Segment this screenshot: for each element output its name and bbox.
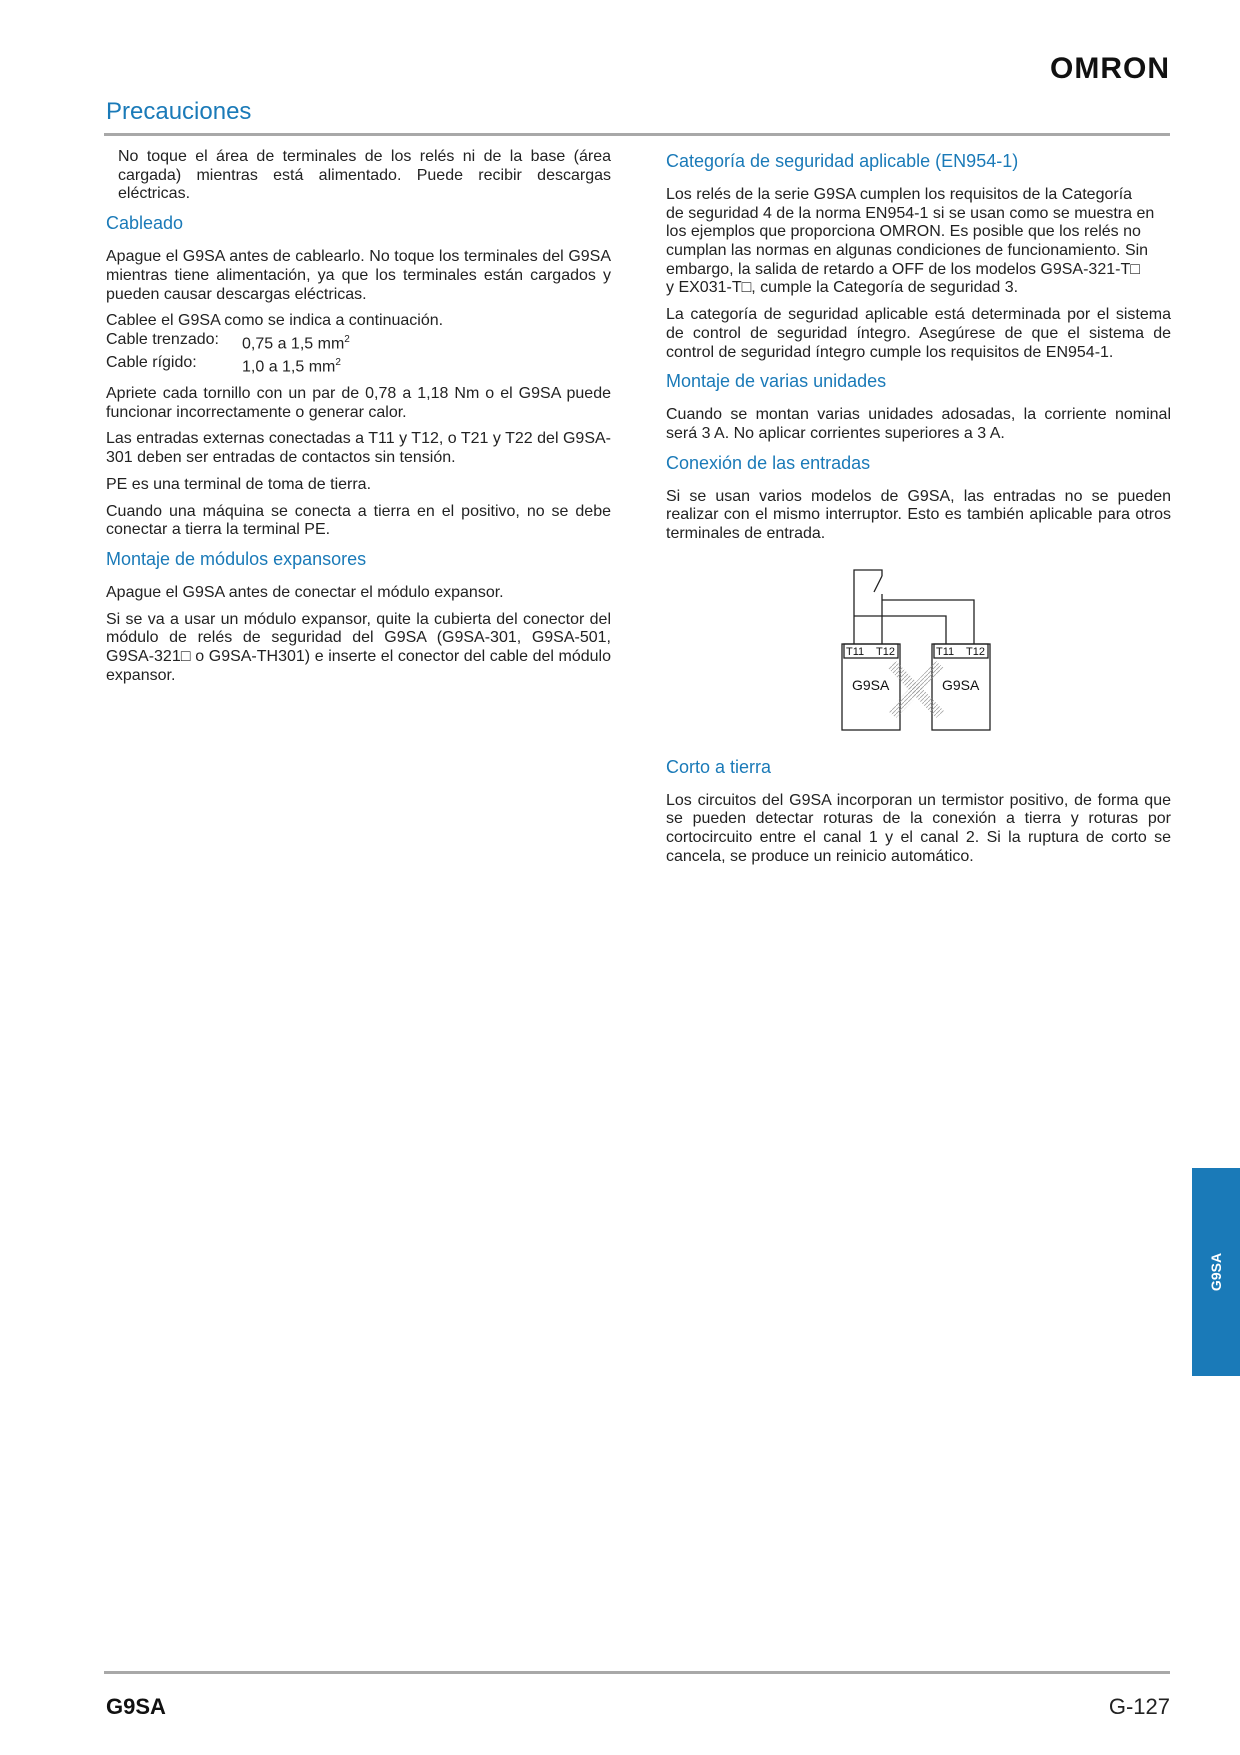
heading-expansores: Montaje de módulos expansores xyxy=(106,548,367,569)
varias-p1: Cuando se montan varias unidades adosadas, la corriente nominal será 3 A. No aplicar corrientes superiores a 3 A. xyxy=(666,406,1171,442)
terminal-t12-left: T12 xyxy=(876,645,895,658)
side-tab-label: G9SA xyxy=(1208,1252,1224,1292)
categoria-p2: La categoría de seguridad aplicable está determinada por el sistema de control de seguridad íntegro. Asegúrese de que el sistema de control de seguridad íntegro cumple los requisitos de EN954-1. xyxy=(666,306,1171,361)
heading-entradas: Conexión de las entradas xyxy=(666,452,871,473)
terminal-t11-left: T11 xyxy=(846,645,865,658)
input-wiring-diagram xyxy=(666,566,1171,740)
omron-logo xyxy=(1000,50,1170,84)
spec-row-stranded xyxy=(106,331,611,354)
title-divider xyxy=(104,133,1170,136)
entradas-p1: Si se usan varios modelos de G9SA, las entradas no se pueden realizar con el mismo interruptor. Esto es también aplicable para otros terminales de entrada. xyxy=(666,487,1171,543)
side-tab xyxy=(1192,1168,1240,1376)
cableado-p1: Apague el G9SA antes de cablearlo. No toque los terminales del G9SA mientras tiene alimentación, ya que los terminales están cargados y pueden causar descargas eléctricas. xyxy=(106,248,611,303)
cableado-p6: Cuando una máquina se conecta a tierra en el positivo, no se debe conectar a tierra la terminal PE. xyxy=(106,502,611,539)
expansores-p1: Apague el G9SA antes de conectar el módulo expansor. xyxy=(106,583,504,601)
left-column xyxy=(106,148,611,693)
spec-row-solid xyxy=(106,354,611,377)
intro-warning: No toque el área de terminales de los relés ni de la base (área cargada) mientras está alimentado. Puede recibir descargas eléctricas. xyxy=(118,148,611,203)
page-title: Precauciones xyxy=(106,98,252,125)
terminal-t12-right: T12 xyxy=(966,645,985,658)
spec-value: 0,75 a 1,5 $mm^2$ xyxy=(242,333,350,353)
footer-product: G9SA xyxy=(106,1694,166,1719)
footer-divider xyxy=(104,1671,1170,1674)
cableado-p4: Las entradas externas conectadas a T11 y T12, o T21 y T22 del G9SA-301 deben ser entradas de contactos sin tensión. xyxy=(106,430,611,467)
cable-spec-intro: Cablee el G9SA como se indica a continuación. xyxy=(106,312,444,330)
spec-label: Cable rígido: xyxy=(106,353,197,371)
spec-value: 1,0 a 1,5 $mm^2$ xyxy=(242,356,341,376)
logo-text: OMRON xyxy=(1050,52,1170,84)
cableado-p5: PE es una terminal de toma de tierra. xyxy=(106,475,372,493)
expansores-p2: Si se va a usar un módulo expansor, quite la cubierta del conector del módulo de relés de seguridad del G9SA (G9SA-301, G9SA-501, G9SA-321□ o G9SA-TH301) e inserte el conector del cable del módulo expansor. xyxy=(106,610,611,684)
heading-varias: Montaje de varias unidades xyxy=(666,371,887,392)
spec-label: Cable trenzado: xyxy=(106,330,219,348)
heading-corto: Corto a tierra xyxy=(666,756,772,777)
cable-spec-block xyxy=(106,312,611,377)
heading-cableado: Cableado xyxy=(106,213,184,234)
categoria-p1: Los relés de la serie G9SA cumplen los requisitos de la Categoría de seguridad 4 de la norma EN954-1 si se usan como se muestra en los ejemplos que proporciona OMRON. Es posible que los relés no cumplan las normas en algunas condiciones de funcionamiento. Sin embargo, la salida de retardo a OFF de los modelos G9SA-321-T□ y EX031-T□, cumple la Categoría de seguridad 3. xyxy=(666,186,1155,297)
wiring-diagram-svg xyxy=(840,566,1000,740)
unit-label-right: G9SA xyxy=(942,676,980,693)
page-number: G-127 xyxy=(1108,1694,1170,1719)
terminal-t11-right: T11 xyxy=(936,645,955,658)
corto-p1: Los circuitos del G9SA incorporan un termistor positivo, de forma que se pueden detectar roturas de la conexión a tierra y roturas por cortocircuito entre el canal 1 y el canal 2. Si la ruptura de corto se cancela, se produce un reinicio automático. xyxy=(666,791,1171,865)
right-column xyxy=(666,148,1171,875)
cableado-p3: Apriete cada tornillo con un par de 0,78 a 1,18 Nm o el G9SA puede funcionar incorrectamente o generar calor. xyxy=(106,384,611,421)
heading-categoria: Categoría de seguridad aplicable (EN954-1) xyxy=(666,151,1019,171)
unit-label-left: G9SA xyxy=(852,676,890,693)
